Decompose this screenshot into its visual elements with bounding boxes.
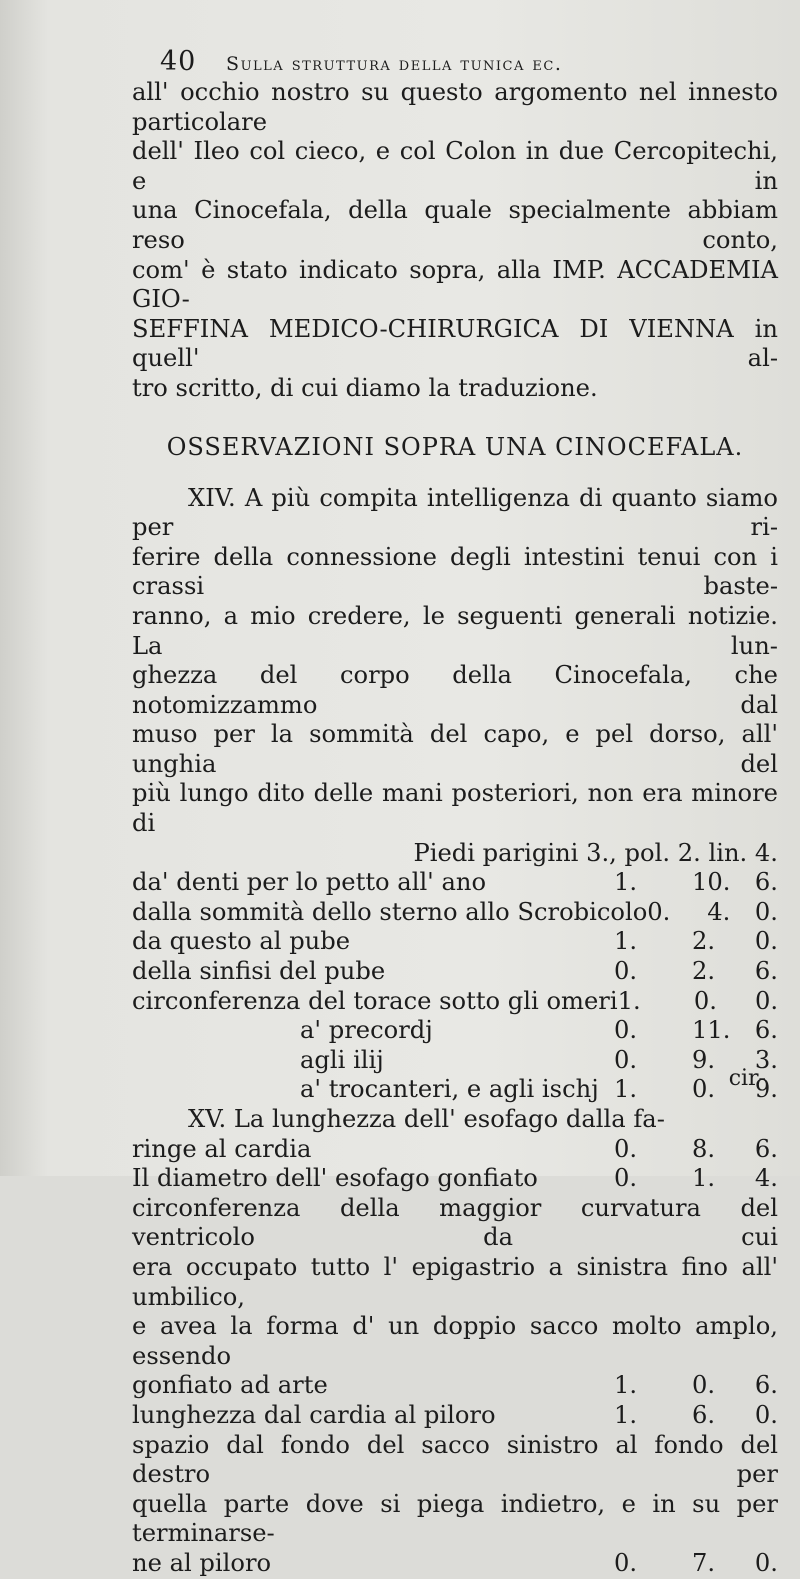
- measure-inches: 7.: [692, 1548, 716, 1577]
- measurement-table-1: [132, 868, 778, 1105]
- measurement-row: [132, 927, 778, 957]
- measure-lines: 0.: [754, 897, 778, 926]
- measurement-table-2: [132, 1135, 778, 1194]
- text-line: all' occhio nostro su questo argomento nel innesto particolare: [132, 78, 778, 136]
- text-line: quella parte dove si piega indietro, e in su per terminarse-: [132, 1489, 778, 1548]
- text-line: una Cinocefala, della quale specialmente abbiam reso conto,: [132, 196, 778, 254]
- measure-inches: 0.: [692, 1075, 716, 1104]
- measurement-row: [132, 1075, 778, 1105]
- measure-lines: 6.: [754, 868, 778, 897]
- paragraph-xv-start: XV. La lunghezza dell' esofago dalla fa-: [188, 1105, 665, 1133]
- measure-lines: 6.: [754, 957, 778, 986]
- text-line: dell' Ileo col cieco, e col Colon in due Cercopitechi, e in: [132, 137, 778, 195]
- measure-lines: 0.: [754, 1548, 778, 1577]
- measurement-row: [132, 987, 778, 1017]
- measure-inches: 2.: [692, 957, 716, 986]
- measure-lines: 6.: [754, 1016, 778, 1045]
- text-line: muso per la sommità del capo, e pel dorso, all' unghia del: [132, 720, 778, 778]
- measure-inches: 0.: [693, 986, 717, 1015]
- text-line: ghezza del corpo della Cinocefala, che notomizzammo dal: [132, 661, 778, 719]
- measurement-label: gonfiato ad arte: [132, 1371, 328, 1400]
- measure-inches: 11.: [692, 1016, 731, 1045]
- measure-lines: 0.: [754, 986, 779, 1015]
- measure-inches: 10.: [692, 868, 731, 897]
- measurement-row: [132, 1135, 778, 1165]
- measure-feet: 0.: [614, 1045, 638, 1074]
- measure-inches: 6.: [692, 1400, 716, 1429]
- text-line: spazio dal fondo del sacco sinistro al fondo del destro per: [132, 1430, 778, 1489]
- measurement-table-4: [132, 1549, 778, 1579]
- measurement-label: da questo al pube: [132, 927, 351, 956]
- measure-feet: 0.: [614, 1134, 638, 1163]
- text-line: tro scritto, di cui diamo la traduzione.: [132, 373, 598, 402]
- curvature-paragraph: [132, 1194, 778, 1372]
- measurement-label: della sinfisi del pube: [132, 957, 386, 986]
- measurement-label: a' trocanteri, e agli ischj: [300, 1075, 599, 1104]
- page-body: [132, 78, 778, 1579]
- measure-inches: 1.: [692, 1164, 716, 1193]
- measure-feet: 0.: [614, 957, 638, 986]
- measure-feet: 1.: [614, 1400, 638, 1429]
- measurement-row: [132, 1371, 778, 1401]
- text-line: ferire della connessione degli intestini tenui con i crassi baste-: [132, 542, 778, 601]
- intro-paragraph: [132, 78, 778, 404]
- measure-feet: 1.: [617, 986, 641, 1015]
- measurement-table-3: [132, 1371, 778, 1430]
- measure-lines: 6.: [754, 1371, 778, 1400]
- measure-inches: 4.: [707, 897, 731, 926]
- measurement-row: [132, 957, 778, 987]
- measure-feet: 0.: [647, 897, 671, 926]
- text-line: SEFFINA MEDICO-CHIRURGICA DI VIENNA in quell' al-: [132, 314, 778, 373]
- text-line: più lungo dito delle mani posteriori, non era minore di: [132, 779, 778, 838]
- text-line: ranno, a mio credere, le seguenti generali notizie. La lun-: [132, 601, 778, 660]
- measurement-row: [132, 868, 778, 898]
- measurement-label: lunghezza dal cardia al piloro: [132, 1400, 496, 1429]
- measure-lines: 3.: [754, 1045, 778, 1074]
- measure-lines: 0.: [754, 1400, 778, 1429]
- measurement-label: dalla sommità dello sterno allo Scrobicolo: [132, 897, 648, 926]
- measure-inches: 2.: [692, 927, 716, 956]
- measure-feet: 1.: [614, 868, 638, 897]
- page-number: 40: [160, 46, 197, 77]
- measure-feet: 1.: [614, 1371, 638, 1400]
- measure-lines: 4.: [754, 1164, 778, 1193]
- measure-feet: 1.: [614, 1075, 638, 1104]
- measure-lines: 0.: [754, 927, 778, 956]
- measure-lines: 6.: [754, 1134, 778, 1163]
- section-title: OSSERVAZIONI SOPRA UNA CINOCEFALA.: [166, 432, 744, 461]
- measurement-row: [132, 1164, 778, 1194]
- text-line: XIV. A più compita intelligenza di quanto siamo per ri-: [132, 483, 778, 542]
- measurement-row: [132, 1549, 778, 1579]
- measurement-label: ne al piloro: [132, 1548, 272, 1577]
- measure-inches: 8.: [692, 1134, 716, 1163]
- measure-feet: 0.: [614, 1164, 638, 1193]
- text-line: com' è stato indicato sopra, alla IMP. ACCADEMIA GIO-: [132, 255, 778, 314]
- measurement-row: [132, 1046, 778, 1076]
- measurement-label: a' precordj: [300, 1016, 433, 1045]
- measure-feet: 1.: [614, 927, 638, 956]
- units-line: Piedi parigini 3., pol. 2. lin. 4.: [413, 838, 778, 867]
- measurement-label: ringe al cardia: [132, 1134, 312, 1163]
- measurement-label: agli ilij: [300, 1045, 384, 1074]
- text-line: era occupato tutto l' epigastrio a sinistra fino all' umbilico,: [132, 1252, 778, 1311]
- running-header: [160, 46, 760, 77]
- measurement-label: circonferenza del torace sotto gli omeri: [132, 986, 618, 1015]
- measurement-row: [132, 1016, 778, 1046]
- paragraph-xiv: [132, 484, 778, 839]
- measurement-row: [132, 898, 778, 928]
- measurement-row: [132, 1401, 778, 1431]
- measure-feet: 0.: [614, 1548, 638, 1577]
- text-line: e avea la forma d' un doppio sacco molto amplo, essendo: [132, 1312, 778, 1370]
- measure-inches: 0.: [692, 1371, 716, 1400]
- measurement-label: Il diametro dell' esofago gonfiato: [132, 1164, 538, 1193]
- text-line: circonferenza della maggior curvatura del ventricolo da cui: [132, 1193, 778, 1252]
- measure-lines: 9.: [754, 1075, 778, 1104]
- measure-feet: 0.: [614, 1016, 638, 1045]
- catchword: cir-: [728, 1066, 766, 1091]
- space-paragraph: [132, 1431, 778, 1549]
- running-title: Sulla struttura della tunica ec.: [226, 53, 563, 75]
- measurement-label: da' denti per lo petto all' ano: [132, 868, 487, 897]
- measure-inches: 9.: [692, 1045, 716, 1074]
